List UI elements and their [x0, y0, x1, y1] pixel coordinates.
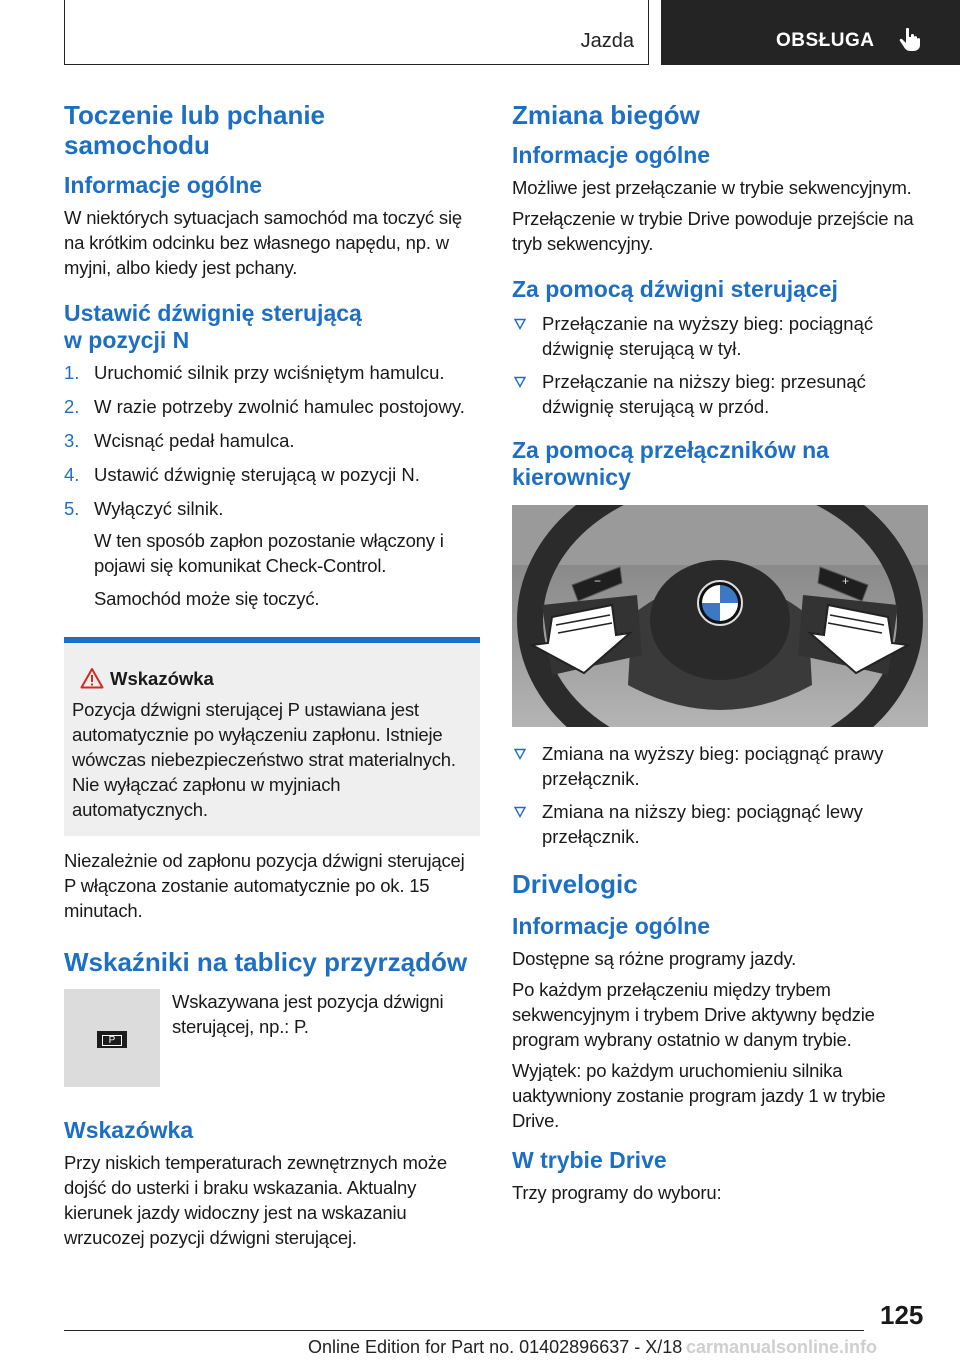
paddles-list — [512, 741, 928, 849]
list-item: 3. Wcisnąć pedał hamulca. — [64, 430, 295, 451]
hand-pointer-icon — [897, 26, 923, 52]
right-general-p2: Przełączenie w trybie Drive powoduje przejście na tryb sekwencyjny. — [512, 208, 914, 254]
triangle-bullet-icon — [514, 376, 526, 388]
steering-wheel-illustration — [512, 505, 928, 727]
header-chapter-box — [661, 0, 960, 65]
triangle-bullet-icon — [514, 806, 526, 818]
list-item: Przełączanie na niższy bieg: przesunąć dźwignię sterującą w przód. — [512, 369, 928, 419]
footer-divider — [64, 1330, 864, 1331]
page-number: 125 — [880, 1300, 924, 1330]
list-item: 4. Ustawić dźwignię sterującą w pozycji N. — [64, 464, 420, 485]
drivelogic-p2: Po każdym przełączeniu między trybem sekwencyjnym i trybem Drive aktywny będzie program wybrany ostatnio w danym trybie. — [512, 979, 875, 1050]
list-item: Przełączanie na wyższy bieg: pociągnąć dźwignię sterującą w tył. — [512, 311, 928, 361]
drivelogic-p1: Dostępne są różne programy jazdy. — [512, 948, 797, 969]
note-text: Przy niskich temperaturach zewnętrznych może dojść do usterki i braku wskazania. Aktualny kierunek jazdy widoczny jest na wskazaniu wrzucozej pozycji dźwigni sterującej. — [64, 1152, 447, 1248]
right-column — [512, 100, 928, 1205]
triangle-bullet-icon — [514, 318, 526, 330]
note-heading: Wskazówka — [64, 1117, 194, 1143]
edition-text: Online Edition for Part no. 01402896637 - X/18 — [308, 1337, 683, 1357]
right-title: Zmiana biegów — [512, 100, 700, 130]
paddle-minus-label: − — [594, 574, 602, 588]
indicators-heading: Wskaźniki na tablicy przyrządów — [64, 947, 468, 977]
independent-text: Niezależnie od zapłonu pozycja dźwigni sterującej P włączona zostanie automatycznie po ok. 15 minutach. — [64, 850, 465, 921]
left-title: Toczenie lub pchanie samochodu — [64, 100, 326, 160]
left-general-heading: Informacje ogólne — [64, 172, 263, 198]
drive-heading: W trybie Drive — [512, 1147, 667, 1173]
lever-list — [512, 311, 928, 419]
left-column — [64, 100, 480, 1250]
steps-list — [64, 360, 480, 521]
paddles-heading: Za pomocą przełączników na kierownicy — [512, 437, 829, 490]
paddle-plus-label: + — [842, 574, 850, 588]
steering-wheel-image — [512, 505, 928, 727]
instrument-display-image — [64, 989, 160, 1087]
header-chapter: OBSŁUGA — [776, 30, 875, 51]
warning-box — [64, 637, 480, 836]
drive-text: Trzy programy do wyboru: — [512, 1182, 722, 1203]
triangle-bullet-icon — [514, 748, 526, 760]
drivelogic-p3: Wyjątek: po każdym uruchomieniu silnika uaktywniony zostanie program jazdy 1 w trybie Drive. — [512, 1060, 886, 1131]
list-item: 2. W razie potrzeby zwolnić hamulec postojowy. — [64, 396, 465, 417]
warning-text: Pozycja dźwigni sterującej P ustawiana jest automatycznie po wyłączeniu zapłonu. Istnieje wówczas niebezpieczeństwo strat materialnych. Nie wyłączać zapłonu w myjniach automatycznych. — [72, 699, 456, 820]
list-item: 1. Uruchomić silnik przy wciśniętym hamulcu. — [64, 362, 445, 383]
set-n-heading: Ustawić dźwignię sterującą w pozycji N — [64, 300, 362, 353]
watermark: carmanualsonline.info — [686, 1337, 878, 1357]
header-section: Jazda — [580, 30, 634, 52]
list-item: 5. Wyłączyć silnik. — [64, 498, 224, 519]
right-general-p1: Możliwe jest przełączanie w trybie sekwencyjnym. — [512, 177, 912, 198]
drivelogic-title: Drivelogic — [512, 869, 638, 899]
right-general-heading: Informacje ogólne — [512, 142, 711, 168]
step-note-2: Samochód może się toczyć. — [94, 588, 320, 609]
step-note-1: W ten sposób zapłon pozostanie włączony i pojawi się komunikat Check-Control. — [94, 530, 444, 576]
drivelogic-heading: Informacje ogólne — [512, 913, 711, 939]
warning-title: Wskazówka — [110, 668, 214, 689]
list-item: Zmiana na niższy bieg: pociągnąć lewy przełącznik. — [512, 799, 928, 849]
warning-triangle-icon — [80, 667, 104, 689]
display-gear-indicator: P — [102, 1035, 122, 1046]
indicators-text: Wskazywana jest pozycja dźwigni sterującej, np.: P. — [172, 991, 444, 1037]
lever-heading: Za pomocą dźwigni sterującej — [512, 276, 838, 302]
left-general-text: W niektórych sytuacjach samochód ma toczyć się na krótkim odcinku bez własnego napędu, np. w myjni, albo kiedy jest pchany. — [64, 207, 462, 278]
header-section-box — [64, 0, 649, 65]
list-item: Zmiana na wyższy bieg: pociągnąć prawy przełącznik. — [512, 741, 928, 791]
